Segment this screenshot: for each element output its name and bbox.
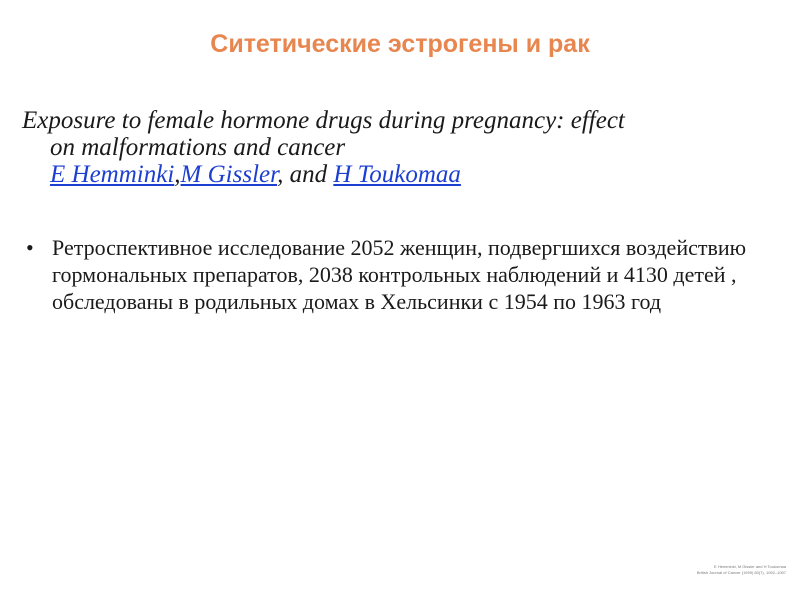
author-separator-2: , and xyxy=(277,161,334,188)
paper-title-line-1: Exposure to female hormone drugs during pregnancy: effect xyxy=(22,107,625,134)
bullet-icon: • xyxy=(26,235,34,260)
citation-footnote xyxy=(697,564,786,576)
paper-authors xyxy=(22,161,782,188)
paper-title-line-2: on malformations and cancer xyxy=(50,134,346,161)
slide-title: Ситетические эстрогены и рак xyxy=(210,30,590,58)
bullet-list xyxy=(26,234,776,315)
author-link-toukomaa[interactable]: H Toukomaa xyxy=(333,161,461,188)
citation-line-2: British Journal of Cancer (1999) 80(7), 1092–1097 xyxy=(696,570,786,575)
author-link-gissler[interactable]: M Gissler xyxy=(180,161,278,188)
citation-line-1: E Hemminki, M Gissler and H Toukomaa xyxy=(714,564,786,569)
author-link-hemminki[interactable]: E Hemminki xyxy=(50,161,175,188)
paper-reference xyxy=(22,107,782,188)
author-separator-1: , xyxy=(174,161,181,188)
bullet-item xyxy=(26,234,776,315)
bullet-text: Ретроспективное исследование 2052 женщин, подвергшихся воздействию гормональных препаратов, 2038 контрольных наблюдений и 4130 детей , обследованы в родильных домах в Хельсинки с 1954 по 1963 год xyxy=(52,235,747,314)
